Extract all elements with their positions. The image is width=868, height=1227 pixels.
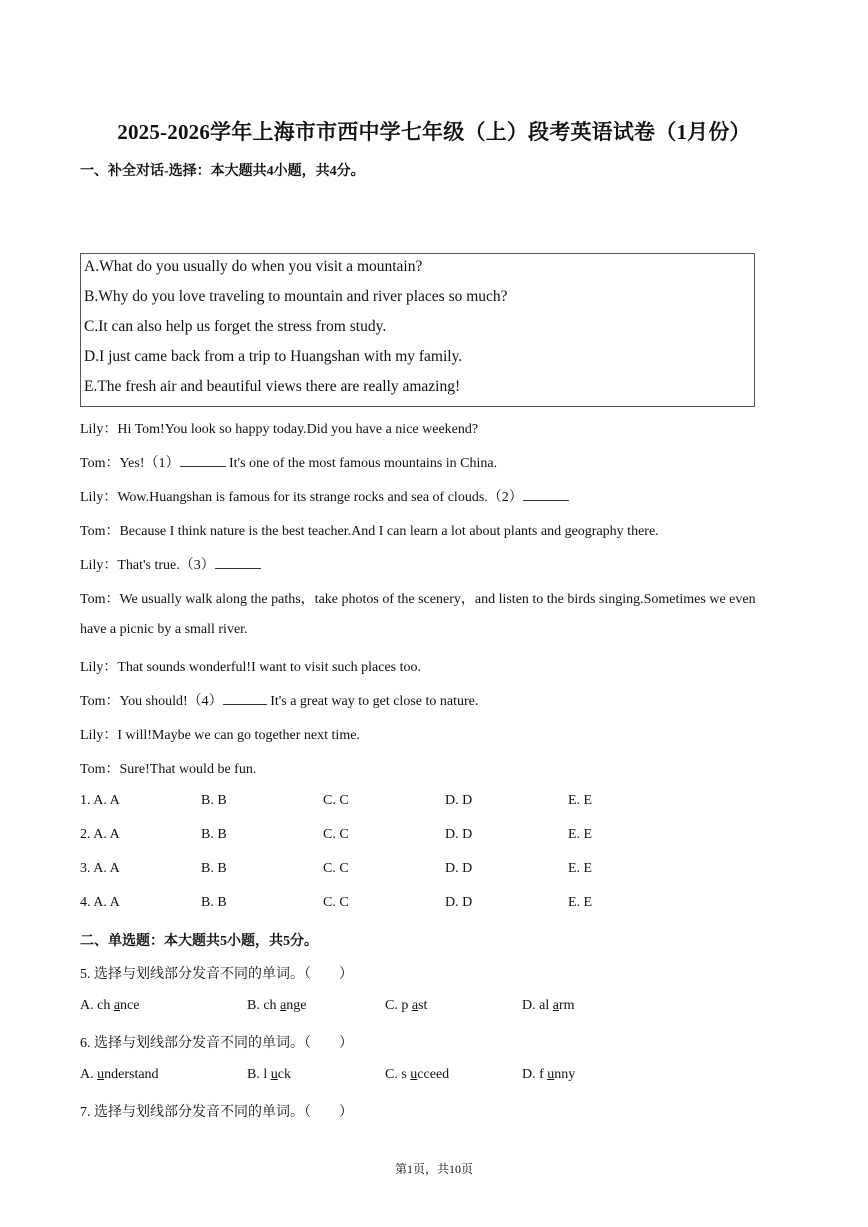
dialogue-line-5 bbox=[80, 554, 261, 574]
q6-option-b[interactable]: B. l uck bbox=[247, 1067, 291, 1082]
q2-option-b[interactable]: B. B bbox=[201, 827, 227, 842]
option-b: B.Why do you love traveling to mountain and river places so much? bbox=[84, 288, 508, 305]
dialogue-line-6: Tom：We usually walk along the paths，take photos of the scenery，and listen to the birds singing.Sometimes we even bbox=[80, 592, 756, 607]
q4-option-c[interactable]: C. C bbox=[323, 895, 349, 910]
dialogue-line-3 bbox=[80, 486, 569, 506]
option-c: C.It can also help us forget the stress from study. bbox=[84, 318, 387, 335]
q4-option-d[interactable]: D. D bbox=[445, 895, 473, 910]
q6-option-c[interactable]: C. s ucceed bbox=[385, 1067, 450, 1082]
blank-4[interactable] bbox=[223, 692, 267, 705]
q5-option-c[interactable]: C. p ast bbox=[385, 998, 428, 1013]
dialogue-line-2 bbox=[80, 452, 497, 472]
q1-option-a[interactable]: 1. A. A bbox=[80, 793, 120, 808]
blank-3[interactable] bbox=[215, 556, 261, 569]
q1-option-b[interactable]: B. B bbox=[201, 793, 227, 808]
dialogue-line-9-start: Tom：You should!（4） bbox=[80, 694, 223, 709]
q1-option-d[interactable]: D. D bbox=[445, 793, 473, 808]
q5-option-a[interactable]: A. ch ance bbox=[80, 998, 140, 1013]
q3-option-c[interactable]: C. C bbox=[323, 861, 349, 876]
q1-option-e[interactable]: E. E bbox=[568, 793, 593, 808]
option-d: D.I just came back from a trip to Huangshan with my family. bbox=[84, 348, 463, 365]
q4-option-b[interactable]: B. B bbox=[201, 895, 227, 910]
dialogue-line-9-end: It's a great way to get close to nature. bbox=[266, 694, 479, 709]
q6-option-d[interactable]: D. f unny bbox=[522, 1067, 576, 1082]
q4-option-e[interactable]: E. E bbox=[568, 895, 593, 910]
q5-option-b[interactable]: B. ch ange bbox=[247, 998, 307, 1013]
dialogue-line-7: have a picnic by a small river. bbox=[80, 622, 248, 637]
q5-option-d[interactable]: D. al arm bbox=[522, 998, 575, 1013]
dialogue-line-3-text: Lily：Wow.Huangshan is famous for its strange rocks and sea of clouds.（2） bbox=[80, 490, 523, 505]
q6-stem: 6. 选择与划线部分发音不同的单词。（ ） bbox=[80, 1036, 353, 1051]
q2-option-e[interactable]: E. E bbox=[568, 827, 593, 842]
q3-option-a[interactable]: 3. A. A bbox=[80, 861, 120, 876]
page-footer: 第1页，共10页 bbox=[394, 1162, 473, 1176]
dialogue-line-10: Lily：I will!Maybe we can go together next time. bbox=[80, 728, 360, 743]
q1-option-c[interactable]: C. C bbox=[323, 793, 349, 808]
q2-option-a[interactable]: 2. A. A bbox=[80, 827, 120, 842]
options-box bbox=[80, 253, 755, 407]
document-title: 2025-2026学年上海市市西中学七年级（上）段考英语试卷（1月份） bbox=[117, 120, 751, 144]
q3-option-e[interactable]: E. E bbox=[568, 861, 593, 876]
q5-stem: 5. 选择与划线部分发音不同的单词。（ ） bbox=[80, 967, 353, 982]
dialogue-line-9 bbox=[80, 690, 478, 710]
q2-option-d[interactable]: D. D bbox=[445, 827, 473, 842]
blank-1[interactable] bbox=[180, 454, 226, 467]
section-2-heading: 二、单选题：本大题共5小题，共5分。 bbox=[80, 934, 318, 949]
q3-option-b[interactable]: B. B bbox=[201, 861, 227, 876]
dialogue-line-5-text: Lily：That's true.（3） bbox=[80, 558, 215, 573]
dialogue-line-2-end: It's one of the most famous mountains in China. bbox=[225, 456, 498, 471]
q2-option-c[interactable]: C. C bbox=[323, 827, 349, 842]
section-1-heading: 一、补全对话-选择：本大题共4小题，共4分。 bbox=[80, 164, 365, 179]
q4-option-a[interactable]: 4. A. A bbox=[80, 895, 120, 910]
dialogue-line-1: Lily：Hi Tom!You look so happy today.Did you have a nice weekend? bbox=[80, 422, 479, 437]
q3-option-d[interactable]: D. D bbox=[445, 861, 473, 876]
q7-stem: 7. 选择与划线部分发音不同的单词。（ ） bbox=[80, 1105, 353, 1120]
dialogue-line-2-start: Tom：Yes!（1） bbox=[80, 456, 180, 471]
dialogue-line-11: Tom：Sure!That would be fun. bbox=[80, 762, 257, 777]
dialogue-line-4: Tom：Because I think nature is the best teacher.And I can learn a lot about plants and geography there. bbox=[80, 524, 659, 539]
q6-option-a[interactable]: A. understand bbox=[80, 1067, 159, 1082]
dialogue-line-8: Lily：That sounds wonderful!I want to visit such places too. bbox=[80, 660, 421, 675]
option-e: E.The fresh air and beautiful views there are really amazing! bbox=[84, 378, 461, 395]
option-a: A.What do you usually do when you visit a mountain? bbox=[84, 258, 423, 275]
blank-2[interactable] bbox=[523, 488, 569, 501]
